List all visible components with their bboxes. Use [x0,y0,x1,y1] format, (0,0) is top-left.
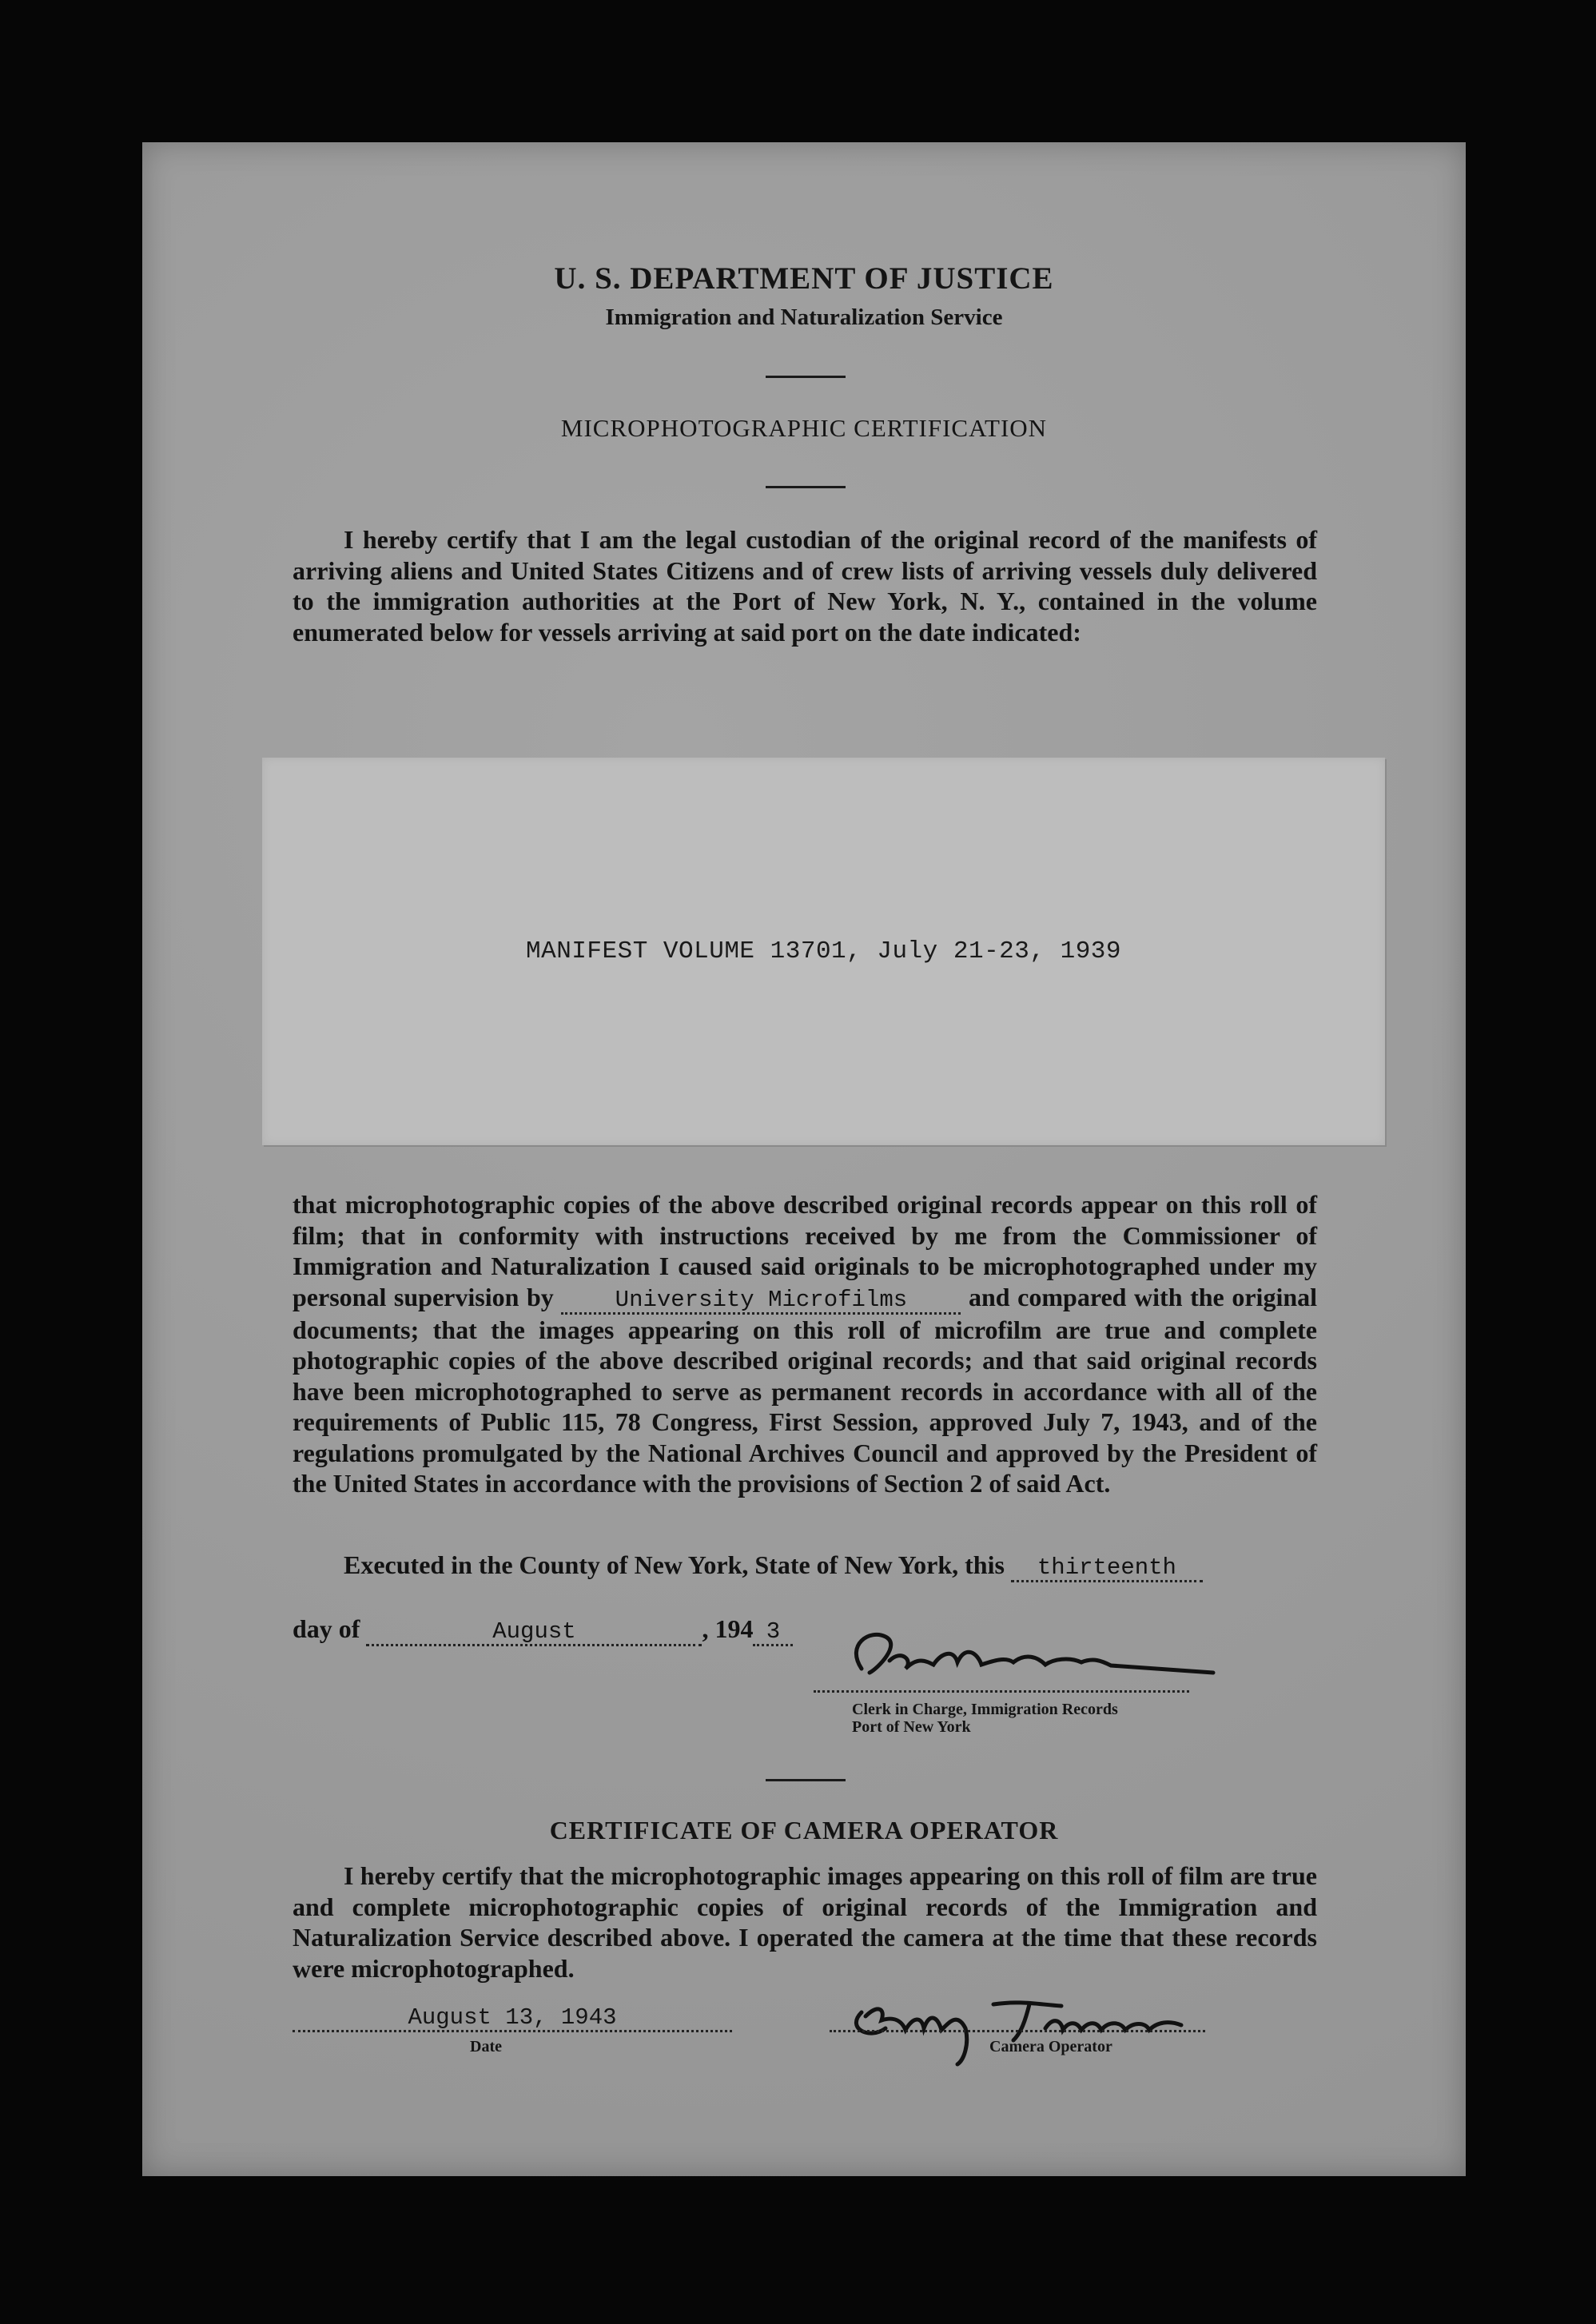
certification-title: MICROPHOTOGRAPHIC CERTIFICATION [560,414,1048,442]
year-field: 3 [753,1620,793,1646]
camera-text: I hereby certify that the microphotographic images appearing on this roll of film are true and complete microphotographic copies of original records of the Immigration and Naturalization Service described above. I operated the camera at the time that these records were microphotographed. [293,1861,1317,1983]
camera-operator-label: Camera Operator [989,2038,1112,2055]
camera-date-line [293,2030,732,2032]
execution-text: Executed in the County of New York, State of New York, this [344,1550,1005,1579]
intro-text: I hereby certify that I am the legal custodian of the original record of the manifests of arriving aliens and United States Citizens and of crew lists of arriving vessels duly delivered to the immigration authorities at the Port of New York, N. Y., contained in the volume enumerated below for vessels arriving at said port on the date indicated: [293,525,1317,647]
body-text-part2: and compared with the original documents; that the images appearing on this roll of microfilm are true and complete photographic copies of the above described original records; and that said original records have been microphotographed to serve as permanent records in accordance with all of the requirements of Public 115, 78 Congress, First Session, approved July 7, 1943, and of the regulations promulgated by the National Archives Council and approved by the President of the United States in accordance with the provisions of Section 2 of said Act. [293,1282,1318,1498]
service-subtitle: Immigration and Naturalization Service [605,304,1003,330]
department-title: U. S. DEPARTMENT OF JUSTICE [554,261,1054,296]
camera-heading: CERTIFICATE OF CAMERA OPERATOR [549,1816,1059,1844]
clerk-title-line1: Clerk in Charge, Immigration Records [852,1701,1118,1718]
body-paragraph [293,1189,1317,1499]
camera-date-label: Date [470,2038,502,2055]
year-prefix: , 194 [702,1614,754,1643]
camera-paragraph [293,1860,1317,1984]
day-field: thirteenth [1011,1556,1203,1582]
clerk-signature-line [814,1690,1189,1693]
clerk-signature [814,1613,1229,1701]
intro-paragraph [293,524,1317,647]
volume-label-card [262,758,1385,1145]
certificate-sheet [142,142,1466,2176]
day-of-label: day of [293,1614,360,1643]
divider [766,486,846,488]
filmed-by-field: University Microfilms [561,1288,961,1315]
clerk-title [852,1701,1118,1736]
date-line [293,1614,793,1646]
body-text-part1: that microphotographic copies of the above described original records appear on this roll of film; that in conformity with instructions received by me from the Commissioner of Immigration and Naturalization I caused said originals to be microphotographed under my personal supervision by [293,1190,1317,1311]
divider [766,1779,846,1781]
month-field: August [366,1620,702,1646]
volume-label: MANIFEST VOLUME 13701, July 21-23, 1939 [525,937,1122,965]
execution-line [344,1550,1203,1582]
camera-operator-line [830,2030,1205,2032]
divider [766,376,846,378]
clerk-title-line2: Port of New York [852,1718,971,1736]
camera-date-value: August 13, 1943 [408,2004,617,2031]
